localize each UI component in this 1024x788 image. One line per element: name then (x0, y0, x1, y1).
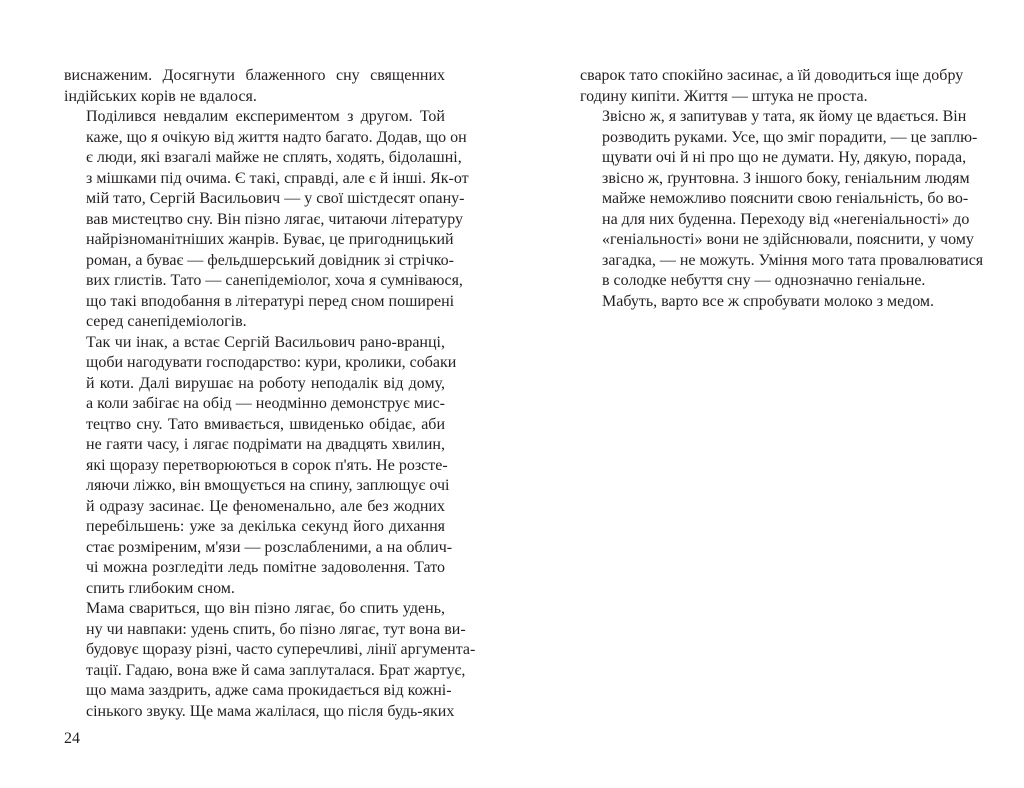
text-line: загадка, — не можуть. Уміння мого тата провалюватися (602, 251, 984, 269)
text-line: індійських корів не вдалося. (64, 87, 257, 105)
text-line: вих глистів. Тато — санепідеміолог, хоча я сумніваюся, (86, 272, 463, 289)
text-line: й одразу засинає. Це феноменально, але без жодних (86, 497, 445, 515)
right-page-text (580, 66, 984, 312)
text-line: розводить руками. Усе, що зміг порадити, — це заплю- (602, 128, 978, 146)
text-line: що мама заздрить, адже сама прокидається від кожні- (86, 682, 452, 699)
text-line: вав мистецтво сну. Він пізно лягає, читаючи літературу (86, 210, 464, 228)
paragraph (64, 599, 476, 722)
text-line: є люди, які взагалі майже не сплять, ходять, бідолашні, (86, 149, 462, 166)
text-line: й коти. Далі вирушає на роботу неподалік від дому, (86, 374, 445, 392)
text-line: спить глибоким сном. (86, 579, 235, 597)
text-line: на для них буденна. Переходу від «негеніальності» до (602, 210, 970, 228)
text-line: мій тато, Сергій Васильович — у свої шістдесят опану- (86, 190, 465, 207)
left-page-text (64, 66, 476, 722)
text-line: роман, а буває — фельдшерський довідник зі стрічко- (86, 251, 454, 269)
text-line: сварок тато спокійно засинає, а їй доводиться іще добру (580, 67, 964, 84)
text-line: Мабуть, варто все ж спробувати молоко з медом. (602, 292, 935, 310)
paragraph (64, 107, 469, 333)
paragraph (64, 333, 457, 600)
text-line: годину кипіти. Життя — штука не проста. (580, 87, 868, 105)
text-line: найрізноманітніших жанрів. Буває, це пригодницький (86, 231, 454, 248)
page-number: 24 (64, 730, 80, 747)
text-line: щувати очі й ні про що не думати. Ну, дякую, порада, (602, 149, 967, 166)
text-line: з мішками під очима. Є такі, справді, але є й інші. Як-от (86, 169, 469, 187)
text-line: ляючи ліжко, він вмощується на спину, заплющує очі (86, 477, 450, 494)
paragraph (64, 66, 445, 107)
text-line: щоби нагодувати господарство: кури, кролики, собаки (86, 354, 457, 371)
text-line: що такі вподобання в літературі перед сном поширені (86, 292, 455, 310)
text-line: серед санепідеміологів. (86, 313, 247, 330)
text-line: які щоразу перетворюються в сорок п'ять. Не розсте- (86, 456, 448, 474)
text-line: а коли забігає на обід — неодмінно демонструє мис- (86, 395, 445, 412)
text-line: чі можна розгледіти ледь помітне задоволення. Тато (86, 559, 445, 576)
text-line: майже неможливо пояснити свою геніальність, бо во- (602, 190, 969, 207)
text-line: каже, що я очікую від життя надто багато. Додав, що он (86, 128, 467, 146)
text-line: перебільшень: уже за декілька секунд його дихання (86, 518, 445, 535)
text-line: ну чи навпаки: удень спить, бо пізно лягає, тут вона ви- (86, 620, 466, 638)
text-line: не гаяти часу, і лягає подрімати на двадцять хвилин, (86, 436, 445, 453)
text-line: тецтво сну. Тато вмивається, швиденько обідає, аби (86, 415, 445, 433)
text-line: виснаженим. Досягнути блаженного сну священних (64, 67, 445, 84)
text-line: в солодке небуття сну — однозначно геніальне. (602, 272, 926, 289)
text-line: Мама свариться, що він пізно лягає, бо спить удень, (86, 600, 445, 617)
paragraph (580, 66, 964, 107)
text-line: звісно ж, ґрунтовна. З іншого боку, геніальним людям (602, 169, 970, 187)
text-line: сінького звуку. Ще мама жалілася, що після будь-яких (86, 702, 455, 720)
text-line: тації. Гадаю, вона вже й сама заплуталася. Брат жартує, (86, 661, 466, 679)
text-line: Поділився невдалим експериментом з другом. Той (86, 108, 445, 125)
paragraph (580, 107, 984, 292)
paragraph (580, 292, 961, 313)
text-line: Так чи інак, а встає Сергій Васильович рано-вранці, (86, 333, 445, 351)
text-line: будовує щоразу різні, часто суперечливі, лінії аргумента- (86, 641, 476, 658)
text-line: «геніальності» вони не здійснювали, пояснити, у чому (602, 231, 974, 248)
text-line: стає розміреним, м'язи — розслабленими, а на облич- (86, 538, 453, 556)
text-line: Звісно ж, я запитував у тата, як йому це вдається. Він (602, 108, 967, 125)
